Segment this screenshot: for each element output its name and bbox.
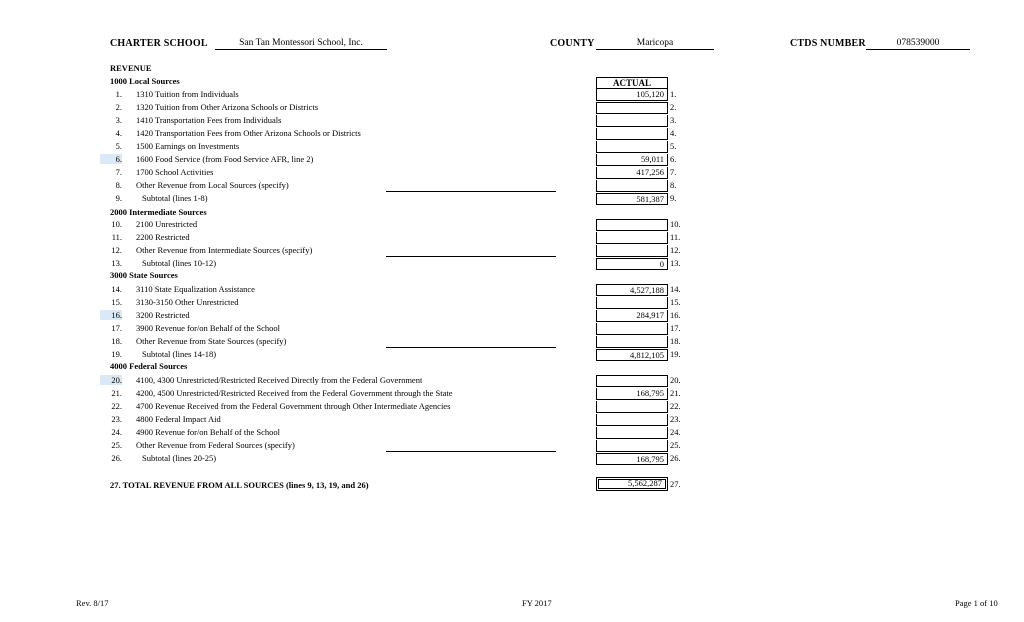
revision-label: Rev. 8/17	[76, 598, 109, 608]
amount-cell[interactable]	[596, 401, 668, 413]
section-heading-state: 3000 State Sources	[110, 270, 178, 280]
right-line-number: 6.	[670, 154, 677, 164]
line-number: 3.	[115, 115, 122, 125]
line-number: 22.	[111, 401, 122, 411]
line-description: Other Revenue from Intermediate Sources (specify)	[136, 245, 313, 255]
total-revenue-cell[interactable]: 5,562,287	[596, 477, 668, 491]
right-line-number: 19.	[670, 349, 681, 359]
right-line-number: 10.	[670, 219, 681, 229]
right-line-number: 4.	[670, 128, 677, 138]
section-heading-intermediate: 2000 Intermediate Sources	[110, 207, 207, 217]
line-number: 23.	[111, 414, 122, 424]
line-description: Subtotal (lines 20-25)	[142, 453, 217, 463]
right-line-number: 13.	[670, 258, 681, 268]
section-heading-federal: 4000 Federal Sources	[110, 361, 188, 371]
amount-cell[interactable]	[596, 102, 668, 114]
right-line-number: 1.	[670, 89, 677, 99]
right-line-number: 26.	[670, 453, 681, 463]
charter-school-label: CHARTER SCHOOL	[110, 38, 208, 49]
line-number: 13.	[111, 258, 122, 268]
line-description: 1600 Food Service (from Food Service AFR, line 2)	[136, 154, 314, 164]
line-number: 10.	[111, 219, 122, 229]
subtotal-cell[interactable]: 4,812,105	[596, 349, 668, 361]
specify-line[interactable]	[386, 451, 556, 452]
county-label: COUNTY	[550, 38, 595, 49]
amount-cell[interactable]	[596, 297, 668, 309]
amount-cell[interactable]	[596, 219, 668, 231]
right-line-number: 7.	[670, 167, 677, 177]
line-description: 3110 State Equalization Assistance	[136, 284, 255, 294]
amount-cell[interactable]	[596, 180, 668, 192]
line-number: 9.	[115, 193, 122, 203]
amount-cell[interactable]: 4,527,188	[596, 284, 668, 296]
line-description: 4800 Federal Impact Aid	[136, 414, 221, 424]
amount-cell[interactable]	[596, 232, 668, 244]
line-description: 1320 Tuition from Other Arizona Schools or Districts	[136, 102, 319, 112]
amount-cell[interactable]	[596, 245, 668, 257]
right-line-number: 22.	[670, 401, 681, 411]
right-line-number: 5.	[670, 141, 677, 151]
page-number-label: Page 1 of 10	[955, 598, 998, 608]
line-number: 15.	[111, 297, 122, 307]
amount-cell[interactable]	[596, 414, 668, 426]
ctds-number-value: 078539000	[866, 37, 970, 50]
line-description: Subtotal (lines 14-18)	[142, 349, 217, 359]
line-number: 8.	[115, 180, 122, 190]
specify-line[interactable]	[386, 256, 556, 257]
section-heading-local: 1000 Local Sources	[110, 76, 180, 86]
line-description: 4700 Revenue Received from the Federal Government through Other Intermediate Agencies	[136, 401, 451, 411]
line-description: 1420 Transportation Fees from Other Arizona Schools or Districts	[136, 128, 361, 138]
line-description: 1700 School Activities	[136, 167, 214, 177]
line-number: 7.	[115, 167, 122, 177]
right-line-number: 15.	[670, 297, 681, 307]
right-line-number: 3.	[670, 115, 677, 125]
amount-cell[interactable]	[596, 141, 668, 153]
line-number: 20.	[100, 375, 122, 385]
amount-cell[interactable]	[596, 440, 668, 452]
revenue-title: REVENUE	[110, 63, 152, 73]
line-number: 25.	[111, 440, 122, 450]
line-number: 19.	[111, 349, 122, 359]
line-number: 4.	[115, 128, 122, 138]
amount-cell[interactable]: 59,011	[596, 154, 668, 166]
right-line-number: 14.	[670, 284, 681, 294]
line-description: 4100, 4300 Unrestricted/Restricted Received Directly from the Federal Government	[136, 375, 423, 385]
line-description: 4900 Revenue for/on Behalf of the School	[136, 427, 280, 437]
line-description: 1310 Tuition from Individuals	[136, 89, 239, 99]
right-line-number: 12.	[670, 245, 681, 255]
line-number: 18.	[111, 336, 122, 346]
line-number: 24.	[111, 427, 122, 437]
amount-cell[interactable]: 105,120	[596, 89, 668, 101]
line-number: 16.	[100, 310, 122, 320]
line-description: Other Revenue from Local Sources (specify)	[136, 180, 289, 190]
amount-cell[interactable]: 417,256	[596, 167, 668, 179]
line-description: 3130-3150 Other Unrestricted	[136, 297, 239, 307]
right-line-number: 17.	[670, 323, 681, 333]
amount-cell[interactable]	[596, 323, 668, 335]
right-line-number: 24.	[670, 427, 681, 437]
right-line-number: 8.	[670, 180, 677, 190]
right-line-number: 25.	[670, 440, 681, 450]
line-number: 21.	[111, 388, 122, 398]
right-line-number: 20.	[670, 375, 681, 385]
right-line-number: 27.	[670, 479, 681, 489]
right-line-number: 21.	[670, 388, 681, 398]
right-line-number: 18.	[670, 336, 681, 346]
right-line-number: 16.	[670, 310, 681, 320]
line-description: Subtotal (lines 10-12)	[142, 258, 217, 268]
specify-line[interactable]	[386, 191, 556, 192]
line-number: 17.	[111, 323, 122, 333]
amount-cell[interactable]: 284,917	[596, 310, 668, 322]
subtotal-cell[interactable]: 0	[596, 258, 668, 270]
right-line-number: 9.	[670, 193, 677, 203]
charter-school-value: San Tan Montessori School, Inc.	[215, 37, 387, 50]
line-number: 6.	[100, 154, 122, 164]
amount-cell[interactable]: 168,795	[596, 388, 668, 400]
line-description: 2200 Restricted	[136, 232, 190, 242]
right-line-number: 23.	[670, 414, 681, 424]
line-number: 1.	[115, 89, 122, 99]
amount-cell[interactable]	[596, 115, 668, 127]
line-description: 4200, 4500 Unrestricted/Restricted Received from the Federal Government through the State	[136, 388, 453, 398]
county-value: Maricopa	[596, 37, 714, 50]
amount-cell[interactable]	[596, 375, 668, 387]
subtotal-cell[interactable]: 581,387	[596, 193, 668, 205]
amount-cell[interactable]	[596, 427, 668, 439]
right-line-number: 2.	[670, 102, 677, 112]
line-number: 12.	[111, 245, 122, 255]
line-number: 14.	[111, 284, 122, 294]
actual-column-header: ACTUAL	[596, 77, 668, 89]
right-line-number: 11.	[670, 232, 681, 242]
line-number: 5.	[115, 141, 122, 151]
amount-cell[interactable]	[596, 336, 668, 348]
line-description: Subtotal (lines 1-8)	[142, 193, 208, 203]
total-revenue-label: 27. TOTAL REVENUE FROM ALL SOURCES (lines 9, 13, 19, and 26)	[110, 480, 369, 490]
ctds-number-label: CTDS NUMBER	[790, 38, 866, 49]
line-description: 3900 Revenue for/on Behalf of the School	[136, 323, 280, 333]
line-description: 1500 Earnings on Investments	[136, 141, 240, 151]
fiscal-year-label: FY 2017	[522, 598, 552, 608]
line-number: 11.	[111, 232, 122, 242]
amount-cell[interactable]	[596, 128, 668, 140]
line-description: 3200 Restricted	[136, 310, 190, 320]
subtotal-cell[interactable]: 168,795	[596, 453, 668, 465]
line-description: 1410 Transportation Fees from Individuals	[136, 115, 282, 125]
line-description: 2100 Unrestricted	[136, 219, 198, 229]
specify-line[interactable]	[386, 347, 556, 348]
line-description: Other Revenue from State Sources (specify)	[136, 336, 287, 346]
line-number: 2.	[115, 102, 122, 112]
line-description: Other Revenue from Federal Sources (specify)	[136, 440, 295, 450]
line-number: 26.	[111, 453, 122, 463]
